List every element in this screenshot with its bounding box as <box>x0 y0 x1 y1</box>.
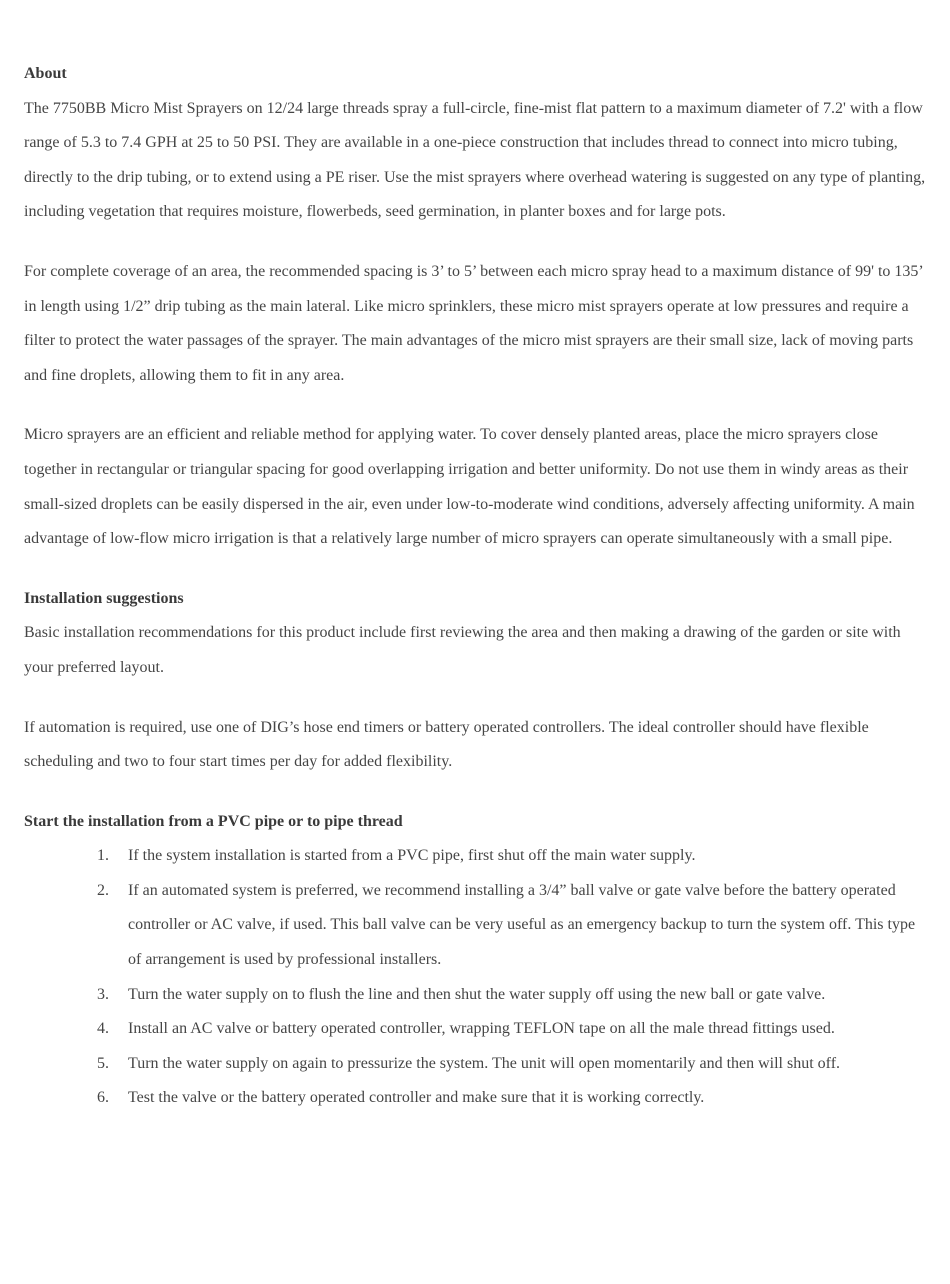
step-2-number: 2. <box>97 881 109 899</box>
step-4-number: 4. <box>97 1020 109 1038</box>
installation-steps-list <box>24 839 930 1116</box>
step-3-text: Turn the water supply on to flush the line and then shut the water supply off using the new ball or gate valve. <box>128 985 826 1003</box>
installation-paragraph-1: Basic installation recommendations for this product include first reviewing the area and then making a drawing of the garden or site with your preferred layout. <box>24 624 901 676</box>
about-paragraph-1: The 7750BB Micro Mist Sprayers on 12/24 large threads spray a full-circle, fine-mist flat pattern to a maximum diameter of 7.2' with a flow range of 5.3 to 7.4 GPH at 25 to 50 PSI. They are available in a one-piece construction that includes thread to connect into micro tubing, directly to the drip tubing, or to extend using a PE riser. Use the mist sprayers where overhead watering is suggested on any type of planting, including vegetation that requires moisture, flowerbeds, seed germination, in planter boxes and for large pots. <box>24 99 926 221</box>
installation-step-5 <box>24 1047 930 1082</box>
installation-step-3 <box>24 978 930 1013</box>
step-1-number: 1. <box>97 847 109 865</box>
step-1-text: If the system installation is started from a PVC pipe, first shut off the main water supply. <box>128 847 696 865</box>
step-6-number: 6. <box>97 1089 109 1107</box>
installation-step-6 <box>24 1081 930 1116</box>
installation-step-2 <box>24 874 930 978</box>
installation-suggestions-heading: Installation suggestions <box>24 589 184 607</box>
step-5-text: Turn the water supply on again to pressurize the system. The unit will open momentarily and then will shut off. <box>128 1054 841 1072</box>
about-paragraph-2: For complete coverage of an area, the recommended spacing is 3’ to 5’ between each micro spray head to a maximum distance of 99' to 135’ in length using 1/2” drip tubing as the main lateral. Like micro sprinklers, these micro mist sprayers operate at low pressures and require a filter to protect the water passages of the sprayer. The main advantages of the micro mist sprayers are their small size, lack of moving parts and fine droplets, allowing them to fit in any area. <box>24 262 923 384</box>
installation-paragraph-2: If automation is required, use one of DIG’s hose end timers or battery operated controllers. The ideal controller should have flexible scheduling and two to four start times per day for added flexibility. <box>24 718 869 771</box>
step-4-text: Install an AC valve or battery operated controller, wrapping TEFLON tape on all the male thread fittings used. <box>128 1020 835 1038</box>
installation-step-1 <box>24 839 930 874</box>
about-paragraph-3: Micro sprayers are an efficient and reliable method for applying water. To cover densely planted areas, place the micro sprayers close together in rectangular or triangular spacing for good overlapping irrigation and better uniformity. Do not use them in windy areas as their small-sized droplets can be easily dispersed in the air, even under low-to-moderate wind conditions, adversely affecting uniformity. A main advantage of low-flow micro irrigation is that a relatively large number of micro sprayers can operate simultaneously with a small pipe. <box>24 426 915 548</box>
step-5-number: 5. <box>97 1054 109 1072</box>
about-heading: About <box>24 65 67 82</box>
pvc-installation-heading: Start the installation from a PVC pipe or to pipe thread <box>24 812 403 830</box>
step-2-text: If an automated system is preferred, we recommend installing a 3/4” ball valve or gate valve before the battery operated controller or AC valve, if used. This ball valve can be very useful as an emergency backup to turn the system off. This type of arrangement is used by professional installers. <box>128 881 916 969</box>
step-3-number: 3. <box>97 985 109 1003</box>
step-6-text: Test the valve or the battery operated controller and make sure that it is working correctly. <box>128 1089 705 1107</box>
installation-step-4 <box>24 1012 930 1047</box>
